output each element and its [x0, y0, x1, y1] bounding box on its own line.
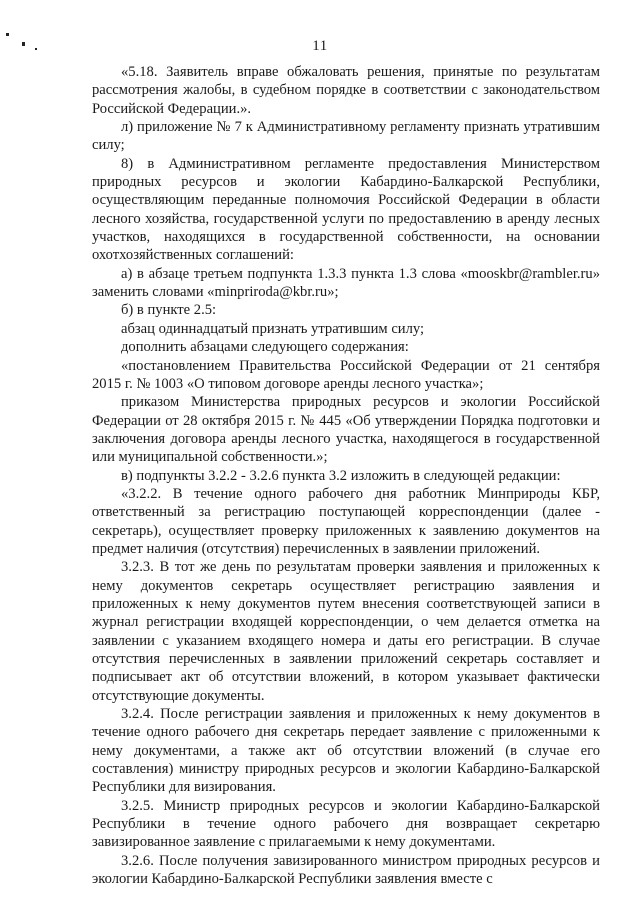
- paragraph-3-2-5: 3.2.5. Министр природных ресурсов и экологии Кабардино-Балкарской Республики в течение одного рабочего дня возвращает секретарю завизированное заявление с прилагаемыми к нему документами.: [92, 797, 600, 851]
- paragraph-decree-1003: «постановлением Правительства Российской Федерации от 21 сентября 2015 г. № 1003 «О типовом договоре аренды лесного участка»;: [92, 357, 600, 392]
- paragraph-8: 8) в Административном регламенте предоставления Министерством природных ресурсов и экологии Кабардино-Балкарской Республики, осуществляющим переданные полномочия Российской Федерации в области лесного хозяйства, государственной услуги по предоставлению в аренду лесных участков, находящихся в государственной собственности, на основании охотхозяйственных соглашений:: [92, 155, 600, 264]
- paragraph-order-445: приказом Министерства природных ресурсов и экологии Российской Федерации от 28 октября 2015 г. № 445 «Об утверждении Порядка подготовки и заключения договора аренды лесного участка, находящегося в государственной или муниципальной собственности.»;: [92, 394, 600, 466]
- paragraph-b: б) в пункте 2.5:: [121, 302, 217, 319]
- document-body: [92, 63, 600, 888]
- paragraph-supplement: дополнить абзацами следующего содержания:: [121, 339, 409, 356]
- paragraph-3-2-2: «3.2.2. В течение одного рабочего дня работник Минприроды КБР, ответственный за регистрацию поступающей корреспонденции (далее - секретарь), осуществляет проверку приложенных к заявлению документов на предмет наличия (отсутствия) перечисленных в заявлении приложений.: [92, 485, 600, 557]
- paragraph-3-2-3: 3.2.3. В тот же день по результатам проверки заявления и приложенных к нему документов секретарь осуществляет регистрацию заявления и приложенных к нему документов путем внесения соответствующей записи в журнал регистрации входящей корреспонденции, о чем делается отметка на заявлении с указанием входящего номера и даты его регистрации. В случае отсутствия перечисленных в заявлении приложений секретарь составляет и подписывает акт об отсутствии вложений, в котором указывает фактически отсутствующие документы.: [92, 559, 600, 704]
- paragraph-l: л) приложение № 7 к Административному регламенту признать утратившим силу;: [92, 119, 600, 154]
- page-number: 11: [312, 38, 328, 54]
- scan-speck: [6, 33, 9, 36]
- paragraph-eleventh: абзац одиннадцатый признать утратившим силу;: [121, 320, 425, 337]
- paragraph-3-2-4: 3.2.4. После регистрации заявления и приложенных к нему документов в течение одного рабочего дня секретарь передает заявление с приложенными к нему документами, а также акт об отсутствии вложений (в случае его составления) министру природных ресурсов и экологии Кабардино-Балкарской Республики для визирования.: [92, 706, 600, 796]
- paragraph-v: в) подпункты 3.2.2 - 3.2.6 пункта 3.2 изложить в следующей редакции:: [121, 467, 561, 484]
- paragraph-5-18: «5.18. Заявитель вправе обжаловать решения, принятые по результатам рассмотрения жалобы, в судебном порядке в соответствии с законодательством Российской Федерации.».: [92, 64, 600, 117]
- paragraph-3-2-6: 3.2.6. После получения завизированного министром природных ресурсов и экологии Кабардино-Балкарской Республики заявления вместе с: [92, 852, 600, 888]
- paragraph-a: а) в абзаце третьем подпункта 1.3.3 пункта 1.3 слова «mooskbr@rambler.ru» заменить словами «minpriroda@kbr.ru»;: [92, 265, 600, 301]
